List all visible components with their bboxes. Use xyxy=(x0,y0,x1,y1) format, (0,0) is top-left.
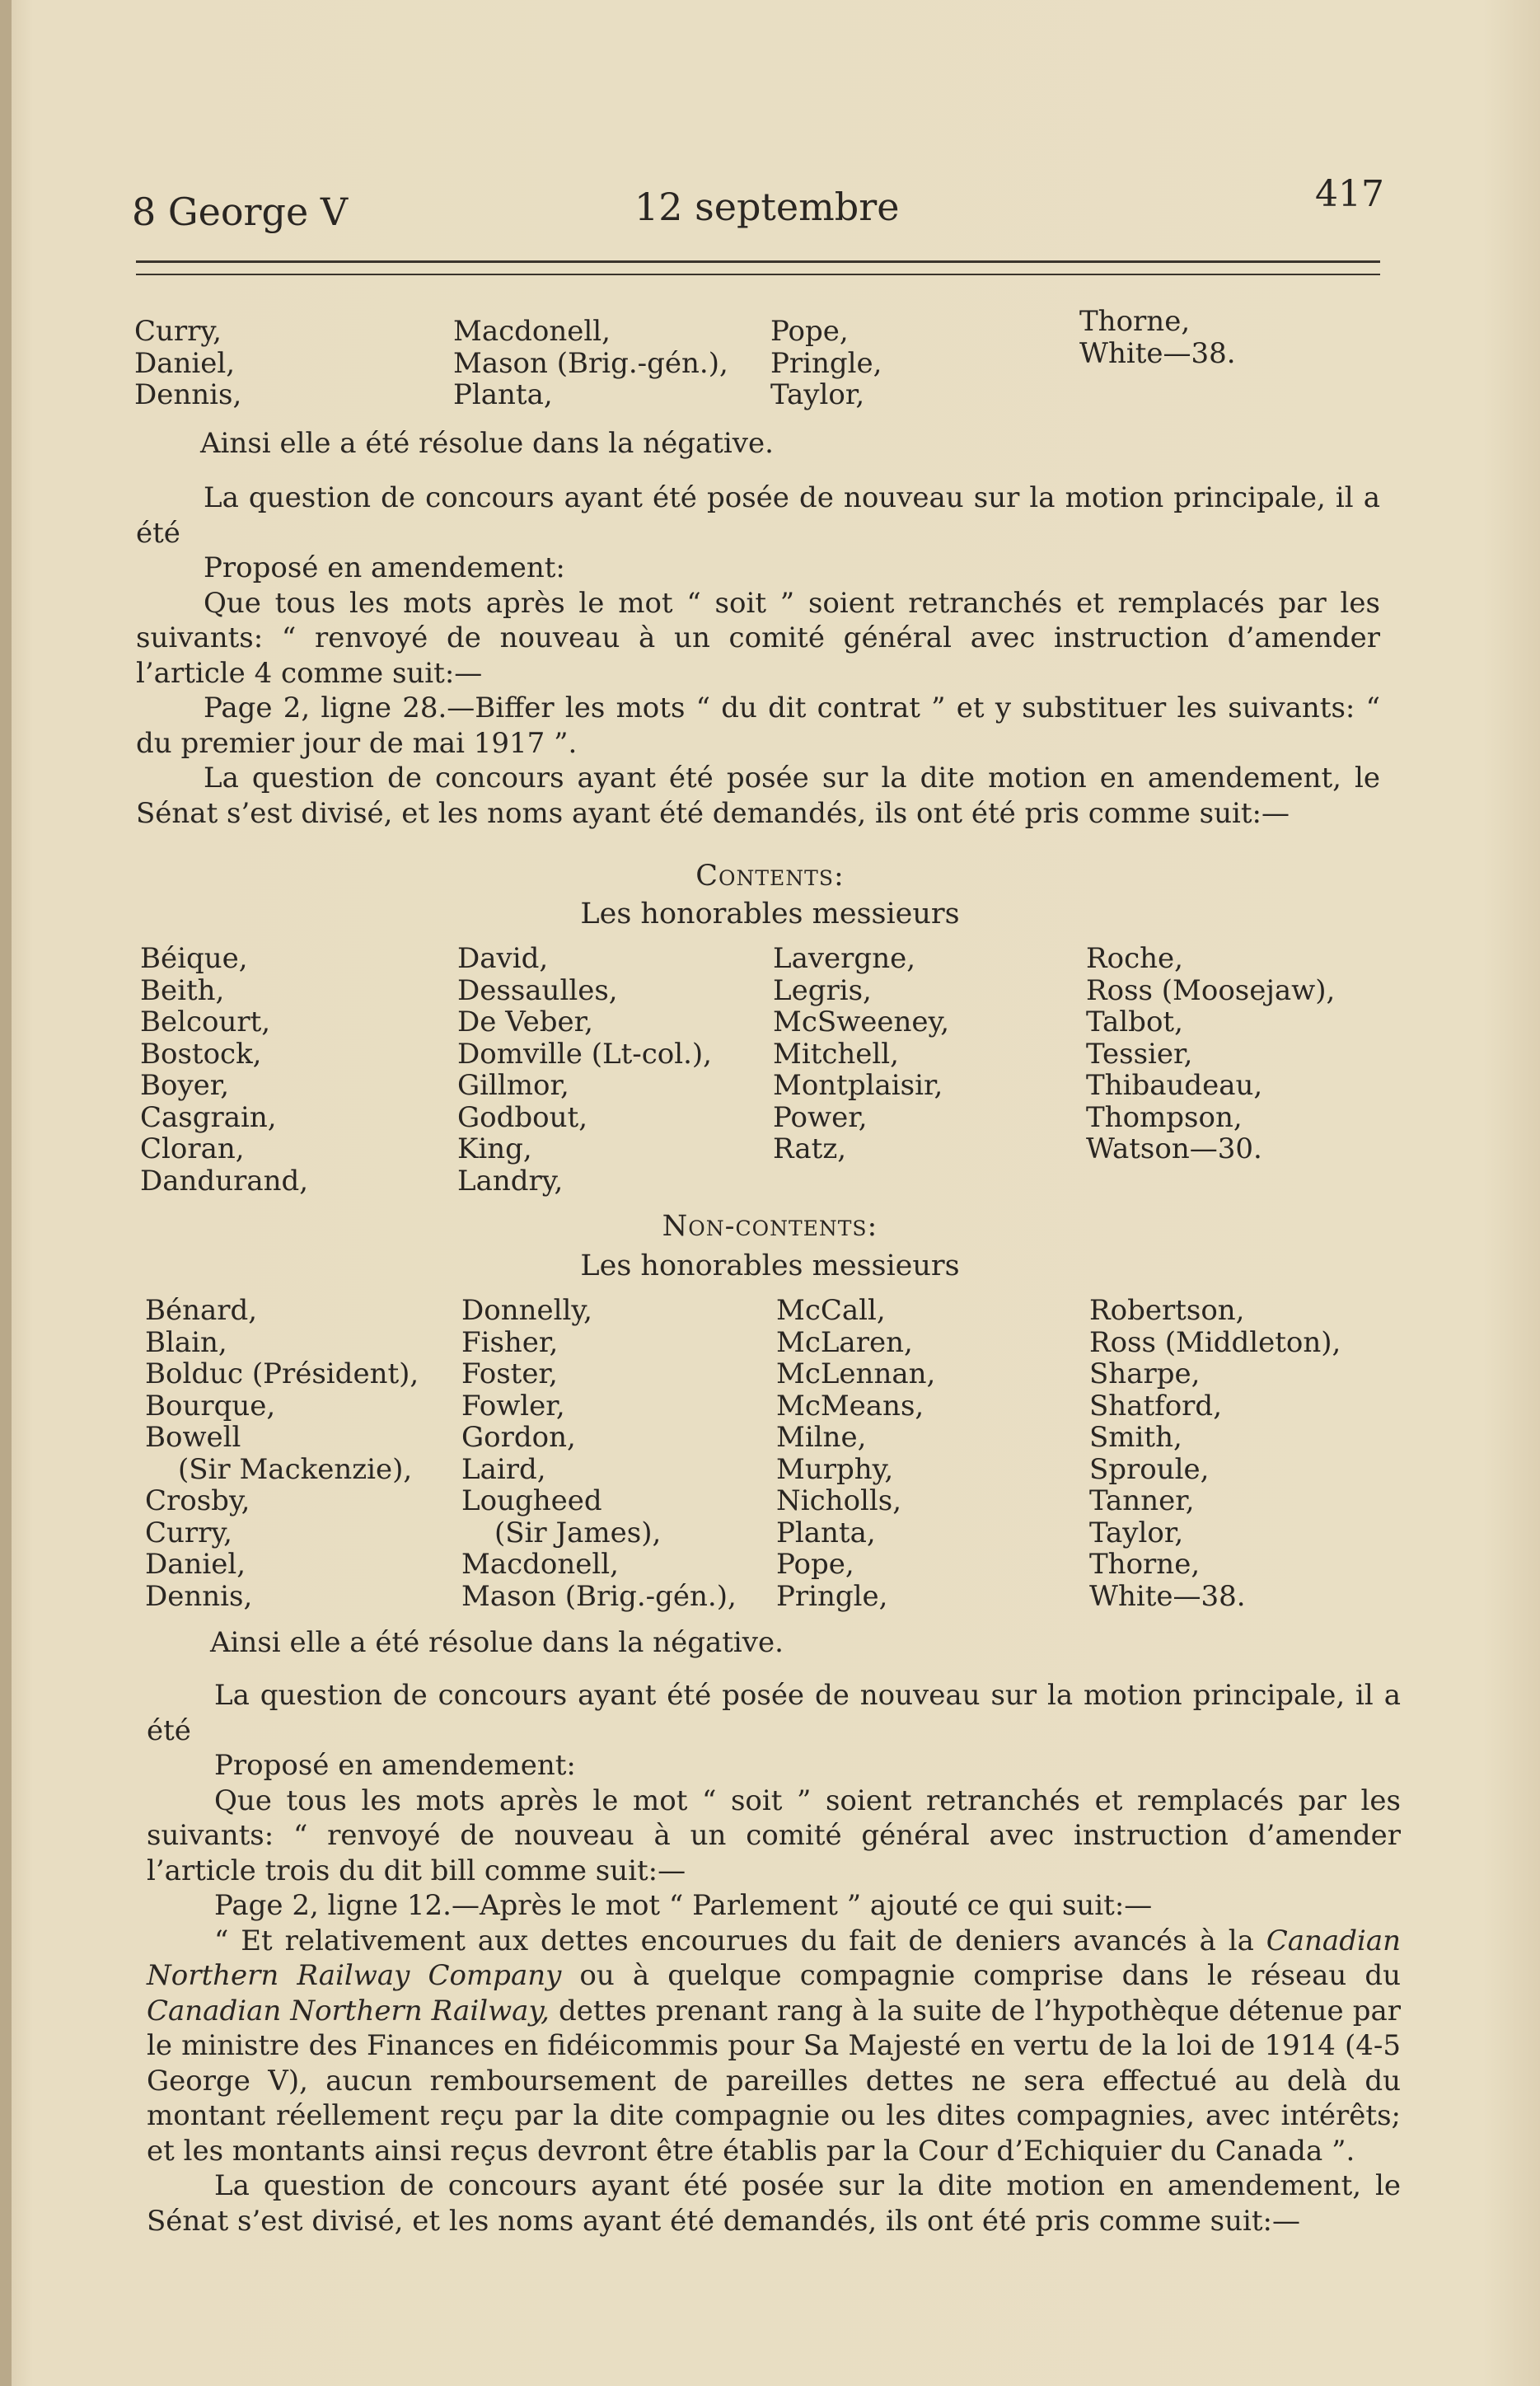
name: Dandurand, xyxy=(140,1164,309,1198)
name: Montplaisir, xyxy=(773,1069,943,1102)
contents-subheading xyxy=(0,898,1540,930)
contents-heading xyxy=(0,860,1540,893)
name: Tanner, xyxy=(1089,1484,1195,1517)
name: Lavergne, xyxy=(773,942,916,975)
result-statement-2 xyxy=(210,1625,1380,1661)
top-names-col2 xyxy=(453,316,728,411)
name: Fowler, xyxy=(461,1389,565,1423)
header-rule xyxy=(136,260,1380,263)
name: Mitchell, xyxy=(773,1037,899,1071)
name: Casgrain, xyxy=(140,1100,277,1134)
name: Pringle, xyxy=(776,1579,888,1613)
result-text: Ainsi elle a été résolue dans la négative. xyxy=(210,1626,784,1659)
name: Tessier, xyxy=(1086,1037,1193,1071)
name: Mason (Brig.-gén.), xyxy=(461,1579,737,1613)
name: Bolduc (Président), xyxy=(145,1357,419,1390)
name: Dennis, xyxy=(145,1579,253,1613)
name: Dessaulles, xyxy=(457,973,618,1007)
name: Robertson, xyxy=(1089,1294,1245,1327)
name: Taylor, xyxy=(1089,1516,1184,1549)
paragraph: Que tous les mots après le mot “ soit ” soient retranchés et remplacés par les suivants: “ renvoyé de nouveau à un comité général avec instruction d’amender l’article trois du dit bill comme suit:— xyxy=(147,1784,1401,1887)
name: Thorne, xyxy=(1079,305,1191,338)
name: Curry, xyxy=(145,1516,232,1549)
result-text: Ainsi elle a été résolue dans la négative. xyxy=(200,427,774,460)
name: Dennis, xyxy=(134,378,242,411)
name: Gillmor, xyxy=(457,1069,569,1102)
name: Ross (Moosejaw), xyxy=(1086,973,1336,1007)
header-date: 12 septembre xyxy=(634,185,900,229)
name: Belcourt, xyxy=(140,1005,271,1038)
name: Pope, xyxy=(770,315,849,348)
name: Taylor, xyxy=(770,378,865,411)
name: De Veber, xyxy=(457,1005,593,1038)
paragraph: Proposé en amendement: xyxy=(204,551,565,584)
name: (Sir Mackenzie), xyxy=(178,1452,413,1486)
name: Planta, xyxy=(776,1516,876,1549)
name: White—38. xyxy=(1079,336,1236,370)
name: Beith, xyxy=(140,973,225,1007)
name: Bostock, xyxy=(140,1037,262,1071)
name: Lougheed xyxy=(461,1484,602,1517)
name: Thorne, xyxy=(1089,1548,1201,1581)
top-names-col4 xyxy=(1079,306,1236,369)
page-header xyxy=(132,173,1384,247)
name: Talbot, xyxy=(1086,1005,1183,1038)
name: Domville (Lt-col.), xyxy=(457,1037,712,1071)
name: Bénard, xyxy=(145,1294,258,1327)
name: McSweeney, xyxy=(773,1005,950,1038)
non-contents-heading xyxy=(0,1210,1540,1243)
name: (Sir James), xyxy=(494,1516,662,1549)
contents-col2 xyxy=(457,943,712,1197)
contents-col3 xyxy=(773,943,949,1165)
name: Boyer, xyxy=(140,1069,230,1102)
top-names-col3 xyxy=(770,316,882,411)
name: Macdonell, xyxy=(453,315,611,348)
name: Roche, xyxy=(1086,942,1183,975)
name: Fisher, xyxy=(461,1325,559,1359)
name: Mason (Brig.-gén.), xyxy=(453,346,728,380)
paragraph: La question de concours ayant été posée sur la dite motion en amendement, le Sénat s’est divisé, et les noms ayant été demandés, ils ont été pris comme suit:— xyxy=(136,762,1380,830)
name: Daniel, xyxy=(134,346,236,380)
name: McCall, xyxy=(776,1294,886,1327)
name: Sharpe, xyxy=(1089,1357,1201,1390)
italic-company-name: Canadian Northern Railway Company xyxy=(147,1924,1401,1992)
name: Bowell xyxy=(145,1421,241,1454)
name: Legris, xyxy=(773,973,872,1007)
name: Godbout, xyxy=(457,1100,587,1134)
contents-col1 xyxy=(140,943,308,1197)
paragraph: Page 2, ligne 12.—Après le mot “ Parlement ” ajouté ce qui suit:— xyxy=(214,1889,1153,1922)
name: Gordon, xyxy=(461,1421,576,1454)
non-contents-col3 xyxy=(776,1295,935,1612)
paragraph: Page 2, ligne 28.—Biffer les mots “ du dit contrat ” et y substituer les suivants: “ du premier jour de mai 1917 ”. xyxy=(136,691,1380,760)
name: Murphy, xyxy=(776,1452,894,1486)
non-contents-title: Non-contents: xyxy=(662,1210,878,1243)
name: Pope, xyxy=(776,1548,854,1581)
name: McMeans, xyxy=(776,1389,924,1423)
name: Sproule, xyxy=(1089,1452,1210,1486)
non-contents-col1 xyxy=(145,1295,419,1612)
paragraph: La question de concours ayant été posée de nouveau sur la motion principale, il a été xyxy=(147,1679,1401,1747)
paragraph: La question de concours ayant été posée sur la dite motion en amendement, le Sénat s’est divisé, et les noms ayant été demandés, ils ont été pris comme suit:— xyxy=(147,2169,1401,2238)
amendment-block-2 xyxy=(147,1678,1401,2238)
name: Curry, xyxy=(134,315,222,348)
name: Laird, xyxy=(461,1452,546,1486)
page-binding-edge xyxy=(0,0,12,2386)
name: Thompson, xyxy=(1086,1100,1243,1134)
name: Thibaudeau, xyxy=(1086,1069,1263,1102)
name: Nicholls, xyxy=(776,1484,902,1517)
name: Ross (Middleton), xyxy=(1089,1325,1341,1359)
text: “ Et relativement aux dettes encourues du fait de deniers avancés à la xyxy=(214,1924,1266,1957)
name: Power, xyxy=(773,1100,868,1134)
paragraph: Proposé en amendement: xyxy=(214,1749,576,1782)
contents-subtitle: Les honorables messieurs xyxy=(580,898,960,930)
name: Bourque, xyxy=(145,1389,276,1423)
name: Blain, xyxy=(145,1325,227,1359)
text: dettes prenant rang à la suite de l’hypothèque détenue par le ministre des Finances en fidéicommis pour Sa Majesté en vertu de la loi de 1914 (4-5 George V), aucun remboursement de pareilles dettes ne sera effectué au delà du montant réellement reçu par la dite compagnie ou les dites compagnies, avec intérêts; et les montants ainsi reçus devront être établis par la Cour d’Echiquier du Canada ”. xyxy=(147,1994,1402,2168)
name: Planta, xyxy=(453,378,553,411)
name: White—38. xyxy=(1089,1579,1246,1613)
header-session: 8 George V xyxy=(132,190,349,234)
name: Cloran, xyxy=(140,1132,245,1165)
amendment-block-1 xyxy=(136,480,1380,831)
name: King, xyxy=(457,1132,532,1165)
result-statement-1 xyxy=(200,426,1379,462)
name: Crosby, xyxy=(145,1484,250,1517)
non-contents-subheading xyxy=(0,1249,1540,1282)
top-names-col1 xyxy=(134,316,241,411)
name: Watson—30. xyxy=(1086,1132,1262,1165)
name: Landry, xyxy=(457,1164,564,1198)
non-contents-col4 xyxy=(1089,1295,1341,1612)
paragraph: La question de concours ayant été posée de nouveau sur la motion principale, il a été xyxy=(136,481,1380,550)
non-contents-col2 xyxy=(461,1295,737,1612)
name: David, xyxy=(457,942,549,975)
name: Béique, xyxy=(140,942,248,975)
name: McLaren, xyxy=(776,1325,913,1359)
name: Foster, xyxy=(461,1357,558,1390)
name: Pringle, xyxy=(770,346,882,380)
page-number: 417 xyxy=(1315,173,1384,215)
quoted-paragraph xyxy=(147,1924,1401,2169)
name: Donnelly, xyxy=(461,1294,592,1327)
non-contents-subtitle: Les honorables messieurs xyxy=(580,1249,960,1282)
name: Shatford, xyxy=(1089,1389,1223,1423)
name: McLennan, xyxy=(776,1357,936,1390)
name: Daniel, xyxy=(145,1548,246,1581)
name: Smith, xyxy=(1089,1421,1182,1454)
header-rule-thin xyxy=(136,274,1380,275)
italic-railway-name: Canadian Northern Railway, xyxy=(147,1994,550,2027)
contents-title: Contents: xyxy=(695,860,845,893)
name: Macdonell, xyxy=(461,1548,619,1581)
name: Ratz, xyxy=(773,1132,847,1165)
paragraph: Que tous les mots après le mot “ soit ” soient retranchés et remplacés par les suivants: “ renvoyé de nouveau à un comité général avec instruction d’amender l’article 4 comme suit:— xyxy=(136,586,1380,690)
text: ou à quelque compagnie comprise dans le réseau du xyxy=(561,1959,1401,1992)
name: Milne, xyxy=(776,1421,867,1454)
contents-col4 xyxy=(1086,943,1335,1165)
